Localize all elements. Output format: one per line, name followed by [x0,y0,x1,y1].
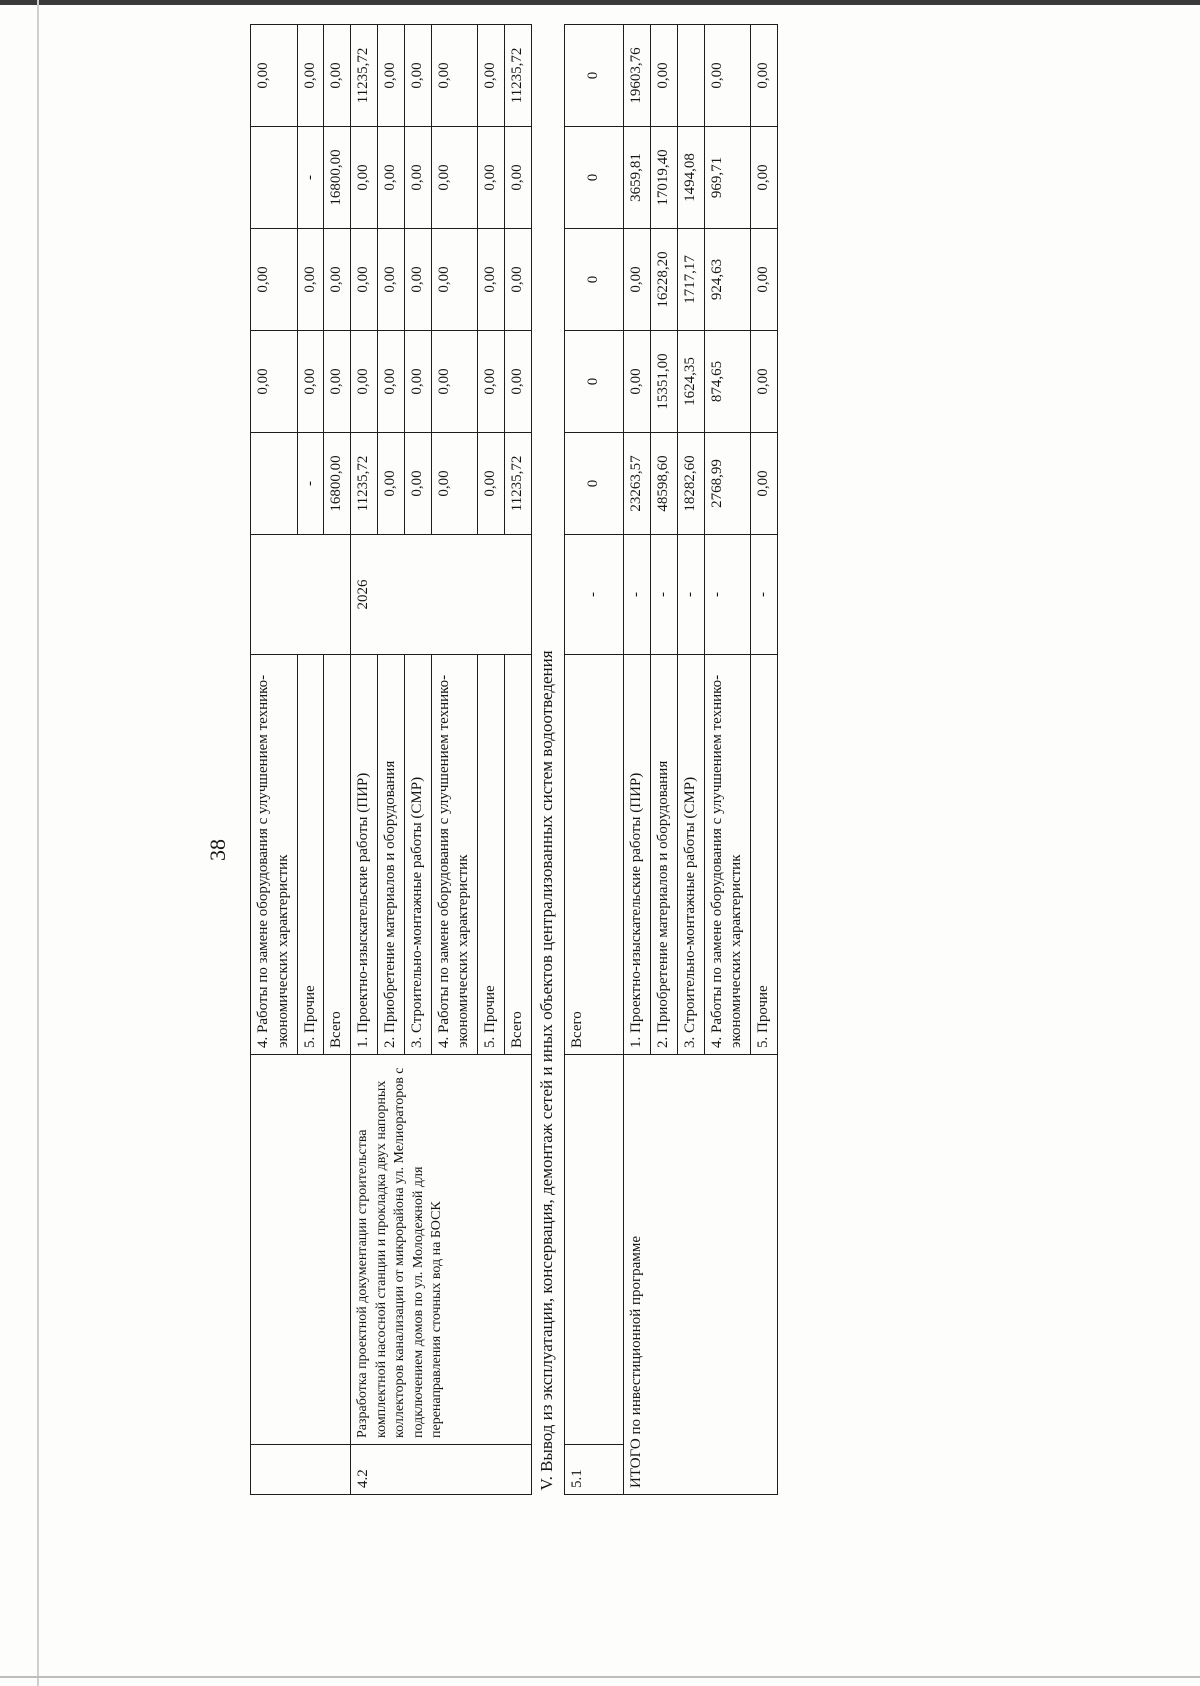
value-cell: 0,00 [351,331,378,433]
value-cell: 0,00 [478,127,505,229]
page-number: 38 [205,839,230,861]
value-cell: 0,00 [251,331,298,433]
row-label: 4. Работы по замене оборудования с улучшением технико-экономических характеристик [704,655,751,1055]
value-cell: 0,00 [751,229,778,331]
row-label: 1. Проектно-изыскательские работы (ПИР) [351,655,378,1055]
row-label: 3. Строительно-монтажные работы (СМР) [677,655,704,1055]
value-cell: 0,00 [651,25,678,127]
value-cell: - [297,433,324,535]
scan-edge-bottom [0,1676,1200,1678]
value-cell: 17019,40 [651,127,678,229]
section-title: V. Вывод из эксплуатации, консервация, демонтаж сетей и иных объектов централизованных систем водоотведения [531,25,564,1495]
value-cell [251,127,298,229]
value-cell: 0,00 [478,331,505,433]
value-cell: 0,00 [251,25,298,127]
value-cell: 0,00 [504,331,531,433]
value-cell: - [297,127,324,229]
row-year: - [651,535,678,655]
value-cell [251,433,298,535]
value-cell: 0,00 [377,127,404,229]
value-cell: 2768,99 [704,433,751,535]
value-cell: 16800,00 [324,127,351,229]
row-label: 4. Работы по замене оборудования с улучшением технико-экономических характеристик [431,655,478,1055]
value-cell: 0,00 [478,229,505,331]
row-year: - [704,535,751,655]
scan-edge-left [37,0,39,1686]
value-cell: 0,00 [478,433,505,535]
total-title: ИТОГО по инвестиционной программе [624,1055,778,1495]
row-label: 5. Прочие [478,655,505,1055]
value-cell: 0 [565,127,624,229]
value-cell: 0,00 [377,331,404,433]
row-label: 5. Прочие [751,655,778,1055]
continuation-year-cell [251,535,351,655]
value-cell: 3659,81 [624,127,651,229]
value-cell: 0,00 [404,127,431,229]
row-label: 2. Приобретение материалов и оборудования [651,655,678,1055]
value-cell: 0,00 [404,229,431,331]
value-cell: 0,00 [324,331,351,433]
value-cell: 0,00 [377,229,404,331]
table-row [565,25,624,1495]
value-cell: 0 [565,433,624,535]
row-year: - [751,535,778,655]
row-label: 4. Работы по замене оборудования с улучшением технико-экономических характеристик [251,655,298,1055]
value-cell: 0,00 [297,25,324,127]
value-cell: 18282,60 [677,433,704,535]
value-cell: 11235,72 [351,25,378,127]
item-number: 5.1 [565,1445,624,1495]
value-cell: 874,65 [704,331,751,433]
value-cell: 0,00 [504,127,531,229]
rotated-page-content [150,0,1200,1495]
item-description-empty [565,1055,624,1445]
row-label: 5. Прочие [297,655,324,1055]
value-cell: 11235,72 [504,433,531,535]
investment-program-table [250,24,778,1495]
table-row [531,25,564,1495]
value-cell: 0,00 [324,229,351,331]
row-label: 2. Приобретение материалов и оборудования [377,655,404,1055]
continuation-description-cell [251,1055,351,1445]
value-cell: 0,00 [431,127,478,229]
value-cell [677,25,704,127]
value-cell: 0,00 [431,331,478,433]
value-cell: 0 [565,25,624,127]
table-row [624,25,651,1495]
value-cell: 0,00 [351,127,378,229]
value-cell: 1494,08 [677,127,704,229]
value-cell: 11235,72 [504,25,531,127]
value-cell: 16800,00 [324,433,351,535]
table-row [251,25,298,1495]
value-cell: 0,00 [504,229,531,331]
item-year: - [565,535,624,655]
value-cell: 0,00 [478,25,505,127]
value-cell: 0,00 [751,25,778,127]
value-cell: 0,00 [404,331,431,433]
table-row [351,25,378,1495]
value-cell: 15351,00 [651,331,678,433]
value-cell: 0,00 [431,229,478,331]
row-label: Всего [565,655,624,1055]
row-label: 1. Проектно-изыскательские работы (ПИР) [624,655,651,1055]
continuation-number-cell [251,1445,351,1495]
value-cell: 0,00 [251,229,298,331]
row-label: 3. Строительно-монтажные работы (СМР) [404,655,431,1055]
item-description: Разработка проектной документации строительства комплектной насосной станции и прокладка двух напорных коллекторов канализации от микрорайона ул. Мелиораторов с подключением домов по ул. Молодежной для перенаправления сточных вод на БОСК [351,1055,532,1445]
row-year: - [624,535,651,655]
value-cell: 1717,17 [677,229,704,331]
value-cell: 0,00 [624,229,651,331]
value-cell: 23263,57 [624,433,651,535]
value-cell: 924,63 [704,229,751,331]
item-number: 4.2 [351,1445,532,1495]
value-cell: 0,00 [297,331,324,433]
value-cell: 0,00 [324,25,351,127]
value-cell: 1624,35 [677,331,704,433]
value-cell: 0,00 [704,25,751,127]
value-cell: 0,00 [404,433,431,535]
value-cell: 0,00 [751,433,778,535]
value-cell: 16228,20 [651,229,678,331]
value-cell: 11235,72 [351,433,378,535]
value-cell: 0,00 [377,25,404,127]
row-label: Всего [504,655,531,1055]
value-cell: 0 [565,331,624,433]
row-label: Всего [324,655,351,1055]
value-cell: 19603,76 [624,25,651,127]
row-year: - [677,535,704,655]
item-year: 2026 [351,535,532,655]
value-cell: 0,00 [297,229,324,331]
value-cell: 0,00 [751,331,778,433]
value-cell: 48598,60 [651,433,678,535]
value-cell: 0,00 [404,25,431,127]
value-cell: 0 [565,229,624,331]
value-cell: 0,00 [351,229,378,331]
value-cell: 0,00 [431,433,478,535]
value-cell: 0,00 [431,25,478,127]
value-cell: 0,00 [377,433,404,535]
value-cell: 0,00 [624,331,651,433]
value-cell: 969,71 [704,127,751,229]
value-cell: 0,00 [751,127,778,229]
